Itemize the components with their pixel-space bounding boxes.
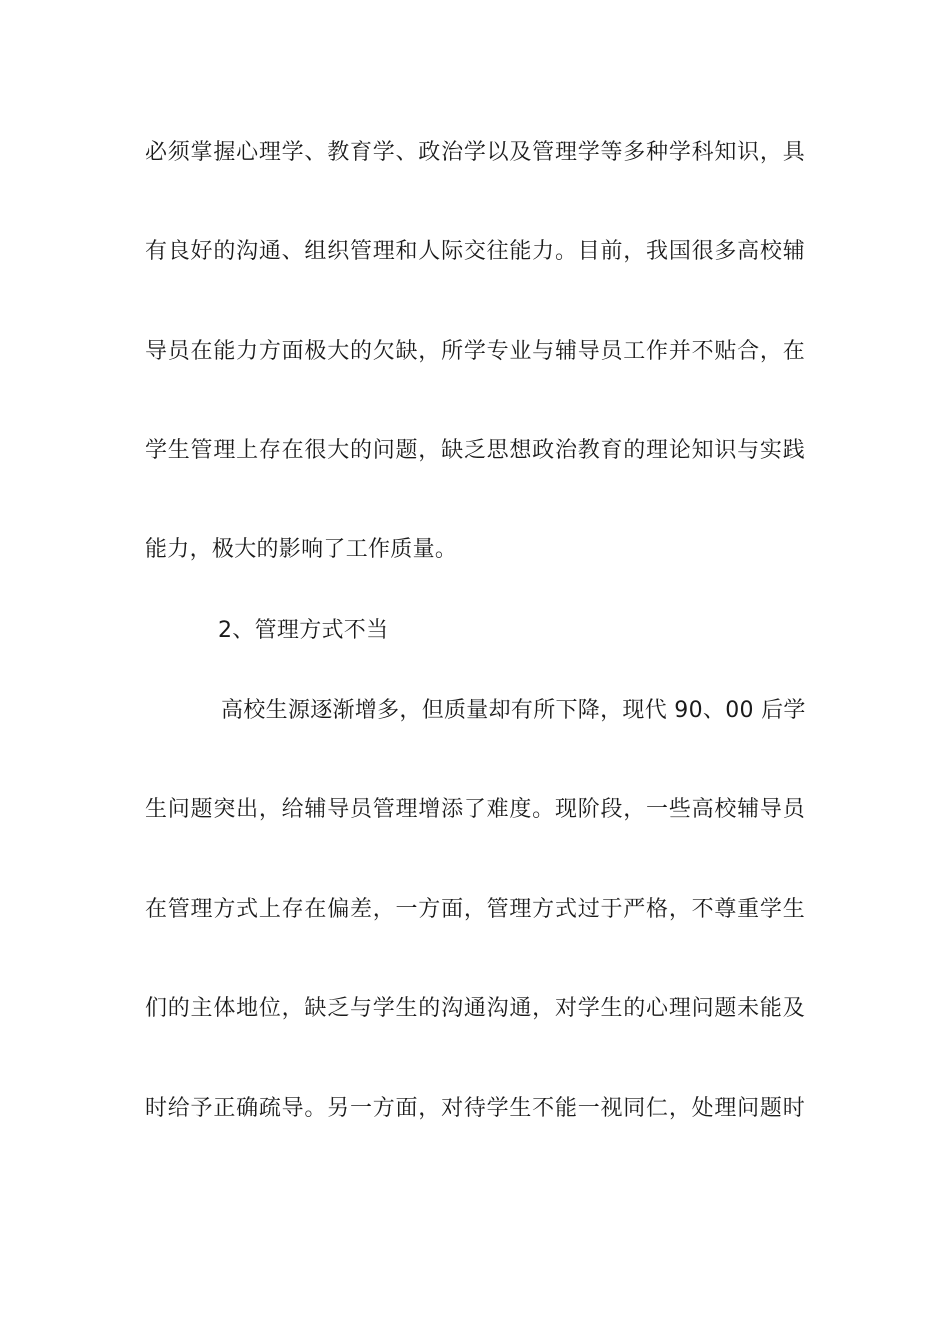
paragraph-2-line-3: 在管理方式上存在偏差，一方面，管理方式过于严格，不尊重学生	[145, 897, 805, 922]
paragraph-1-line-5: 能力，极大的影响了工作质量。	[145, 537, 458, 562]
paragraph-2-line-4: 们的主体地位，缺乏与学生的沟通沟通，对学生的心理问题未能及	[145, 996, 805, 1021]
paragraph-2-line-2: 生问题突出，给辅导员管理增添了难度。现阶段，一些高校辅导员	[145, 797, 805, 822]
paragraph-1-line-1: 必须掌握心理学、教育学、政治学以及管理学等多种学科知识，具	[145, 140, 805, 165]
paragraph-2-line-5: 时给予正确疏导。另一方面，对待学生不能一视同仁，处理问题时	[145, 1096, 805, 1121]
paragraph-1-line-4: 学生管理上存在很大的问题，缺乏思想政治教育的理论知识与实践	[145, 438, 805, 463]
section-heading: 2、管理方式不当	[218, 618, 389, 643]
paragraph-1-line-2: 有良好的沟通、组织管理和人际交往能力。目前，我国很多高校辅	[145, 239, 805, 264]
paragraph-1-line-3: 导员在能力方面极大的欠缺，所学专业与辅导员工作并不贴合，在	[145, 339, 805, 364]
paragraph-2-line-1: 高校生源逐渐增多，但质量却有所下降，现代 90、00 后学	[221, 698, 806, 723]
